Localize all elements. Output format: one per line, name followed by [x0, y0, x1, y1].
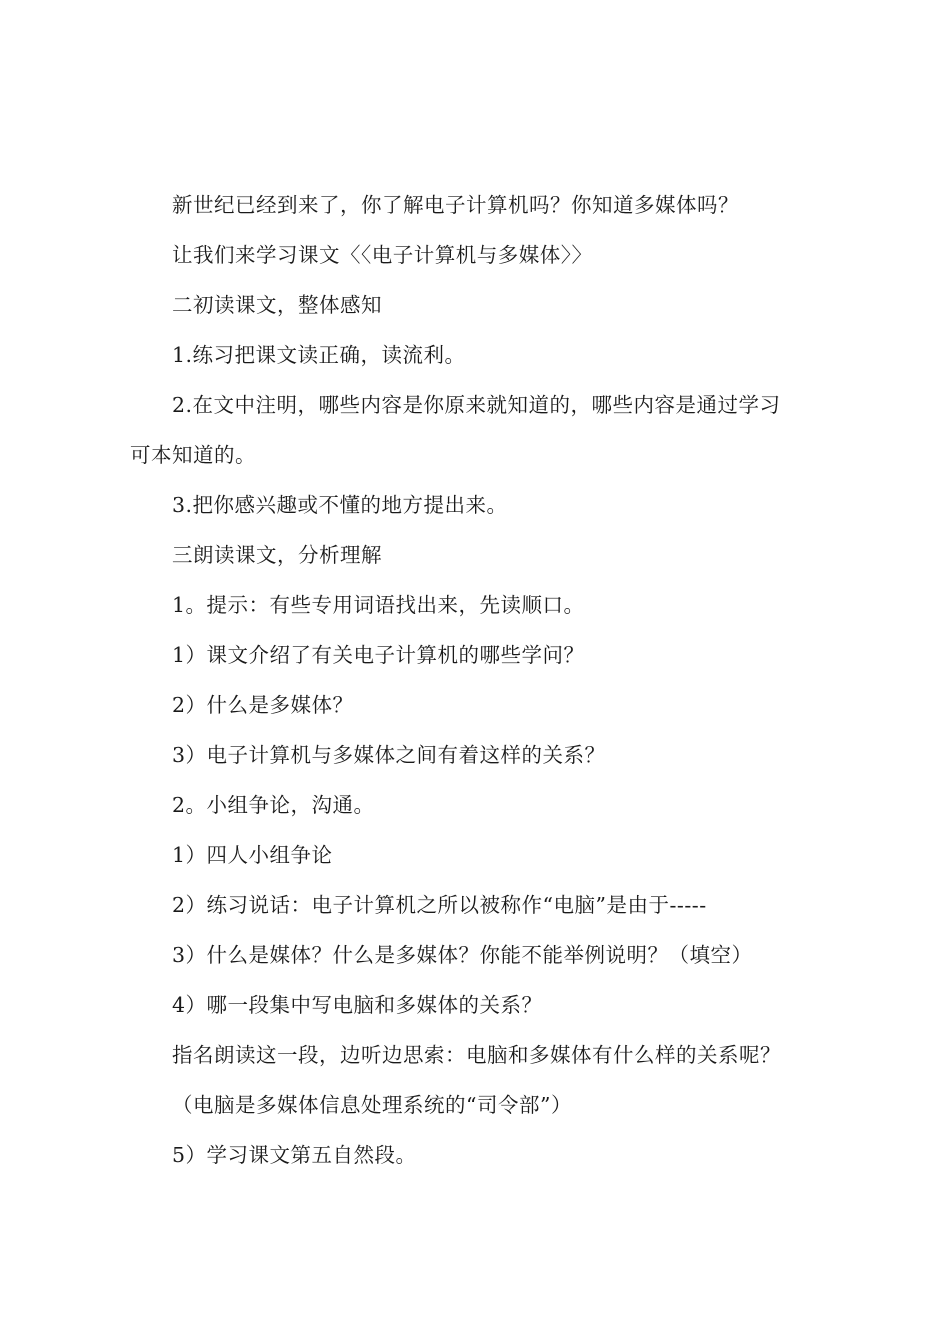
list-item-3: 3.把你感兴趣或不懂的地方提出来。 — [172, 493, 508, 517]
step-1-hint: 1。提示：有些专用词语找出来，先读顺口。 — [172, 593, 585, 617]
reading-answer: （电脑是多媒体信息处理系统的“司令部”） — [172, 1093, 572, 1117]
paragraph-lesson-title: 让我们来学习课文〈〈电子计算机与多媒体〉〉 — [172, 243, 593, 267]
discussion-item-5: 5）学习课文第五自然段。 — [172, 1143, 417, 1167]
list-item-1: 1.练习把课文读正确，读流利。 — [172, 343, 466, 367]
list-item-2: 2.在文中注明，哪些内容是你原来就知道的，哪些内容是通过学习 — [172, 393, 781, 417]
list-item-2-continued: 可本知道的。 — [130, 443, 256, 467]
discussion-item-2: 2）练习说话：电子计算机之所以被称作“电脑”是由于----- — [172, 893, 707, 917]
step-2-group-discussion: 2。小组争论，沟通。 — [172, 793, 375, 817]
reading-instruction: 指名朗读这一段，边听边思索：电脑和多媒体有什么样的关系呢？ — [172, 1043, 781, 1067]
section-heading-reading-aloud: 三朗读课文，分析理解 — [172, 543, 382, 567]
discussion-item-3: 3）什么是媒体？什么是多媒体？你能不能举例说明？（填空） — [172, 943, 753, 967]
question-1: 1）课文介绍了有关电子计算机的哪些学问？ — [172, 643, 585, 667]
paragraph-intro-question: 新世纪已经到来了，你了解电子计算机吗？你知道多媒体吗？ — [172, 193, 739, 217]
discussion-item-4: 4）哪一段集中写电脑和多媒体的关系？ — [172, 993, 543, 1017]
question-2: 2）什么是多媒体？ — [172, 693, 354, 717]
section-heading-first-reading: 二初读课文，整体感知 — [172, 293, 382, 317]
discussion-item-1: 1）四人小组争论 — [172, 843, 333, 867]
question-3: 3）电子计算机与多媒体之间有着这样的关系？ — [172, 743, 606, 767]
